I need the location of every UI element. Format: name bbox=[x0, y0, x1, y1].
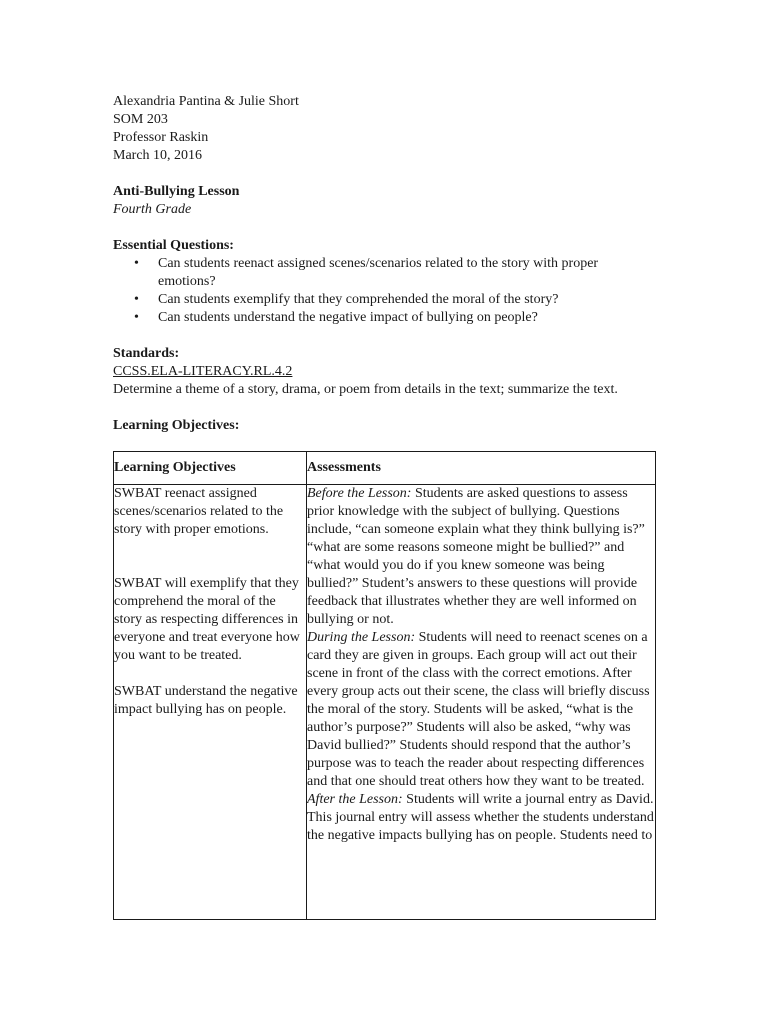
list-item: • Can students reenact assigned scenes/scenarios related to the story with proper emotions? bbox=[134, 256, 599, 289]
col-header-assessments: Assessments bbox=[307, 452, 656, 485]
standard-description: Determine a theme of a story, drama, or poem from details in the text; summarize the text. bbox=[113, 382, 618, 397]
assessments-cell bbox=[307, 485, 656, 920]
bullet-icon: • bbox=[134, 310, 139, 325]
assessment-after bbox=[307, 791, 655, 845]
table-header-row bbox=[114, 452, 656, 485]
assessment-after-label: After the Lesson: bbox=[307, 792, 403, 807]
authors: Alexandria Pantina & Julie Short bbox=[113, 94, 299, 109]
course: SOM 203 bbox=[113, 112, 168, 127]
assessment-during-text: Students will need to reenact scenes on a card they are given in groups. Each group will act out their scene in front of the class with the correct emotions. After every group acts out their scene, the class will briefly discuss the moral of the story. Students will be asked, “what is the author’s purpose?” Students will also be asked, “why was David bullied?” Students should respond that the author’s purpose was to teach the reader about respecting differences and that one should treat others how they want to be treated. bbox=[307, 630, 650, 789]
assessment-during bbox=[307, 629, 655, 791]
professor: Professor Raskin bbox=[113, 130, 209, 145]
document-page bbox=[113, 93, 658, 435]
standard-code-link[interactable]: CCSS.ELA-LITERACY.RL.4.2 bbox=[113, 364, 293, 379]
learning-objectives-heading: Learning Objectives: bbox=[113, 418, 240, 433]
essential-questions-list bbox=[113, 255, 658, 327]
objective-3: SWBAT understand the negative impact bullying has on people. bbox=[114, 684, 298, 717]
list-item: • Can students understand the negative impact of bullying on people? bbox=[134, 310, 538, 325]
assessment-before-text: Students are asked questions to assess prior knowledge with the subject of bullying. Questions include, “can someone explain what they think bullying is?” “what are some reasons someone might be bullied?” and “what would you do if you knew someone was being bullied?” Student’s answers to these questions will provide feedback that illustrates whether they are well informed on bullying or not. bbox=[307, 486, 645, 627]
assessment-after-text: Students will write a journal entry as David. This journal entry will assess whether the students understand the negative impacts bullying has on people. Students need to bbox=[307, 792, 654, 843]
list-item: • Can students exemplify that they comprehended the moral of the story? bbox=[134, 292, 559, 307]
assessment-during-label: During the Lesson: bbox=[307, 630, 416, 645]
table-row bbox=[114, 485, 656, 920]
assessment-before-label: Before the Lesson: bbox=[307, 486, 412, 501]
bullet-icon: • bbox=[134, 292, 139, 307]
col-header-objectives: Learning Objectives bbox=[114, 452, 307, 485]
objective-2: SWBAT will exemplify that they comprehend the moral of the story as respecting differences in everyone and treat everyone how you want to be treated. bbox=[114, 576, 300, 663]
lesson-title: Anti-Bullying Lesson bbox=[113, 184, 240, 199]
bullet-icon: • bbox=[134, 256, 139, 271]
standards-heading: Standards: bbox=[113, 346, 180, 361]
assessment-before bbox=[307, 485, 655, 629]
essential-questions-heading: Essential Questions: bbox=[113, 238, 234, 253]
lesson-grade: Fourth Grade bbox=[113, 202, 192, 217]
objectives-table bbox=[113, 451, 656, 920]
date: March 10, 2016 bbox=[113, 148, 203, 163]
objectives-cell bbox=[114, 485, 307, 920]
objective-1: SWBAT reenact assigned scenes/scenarios related to the story with proper emotions. bbox=[114, 486, 284, 537]
